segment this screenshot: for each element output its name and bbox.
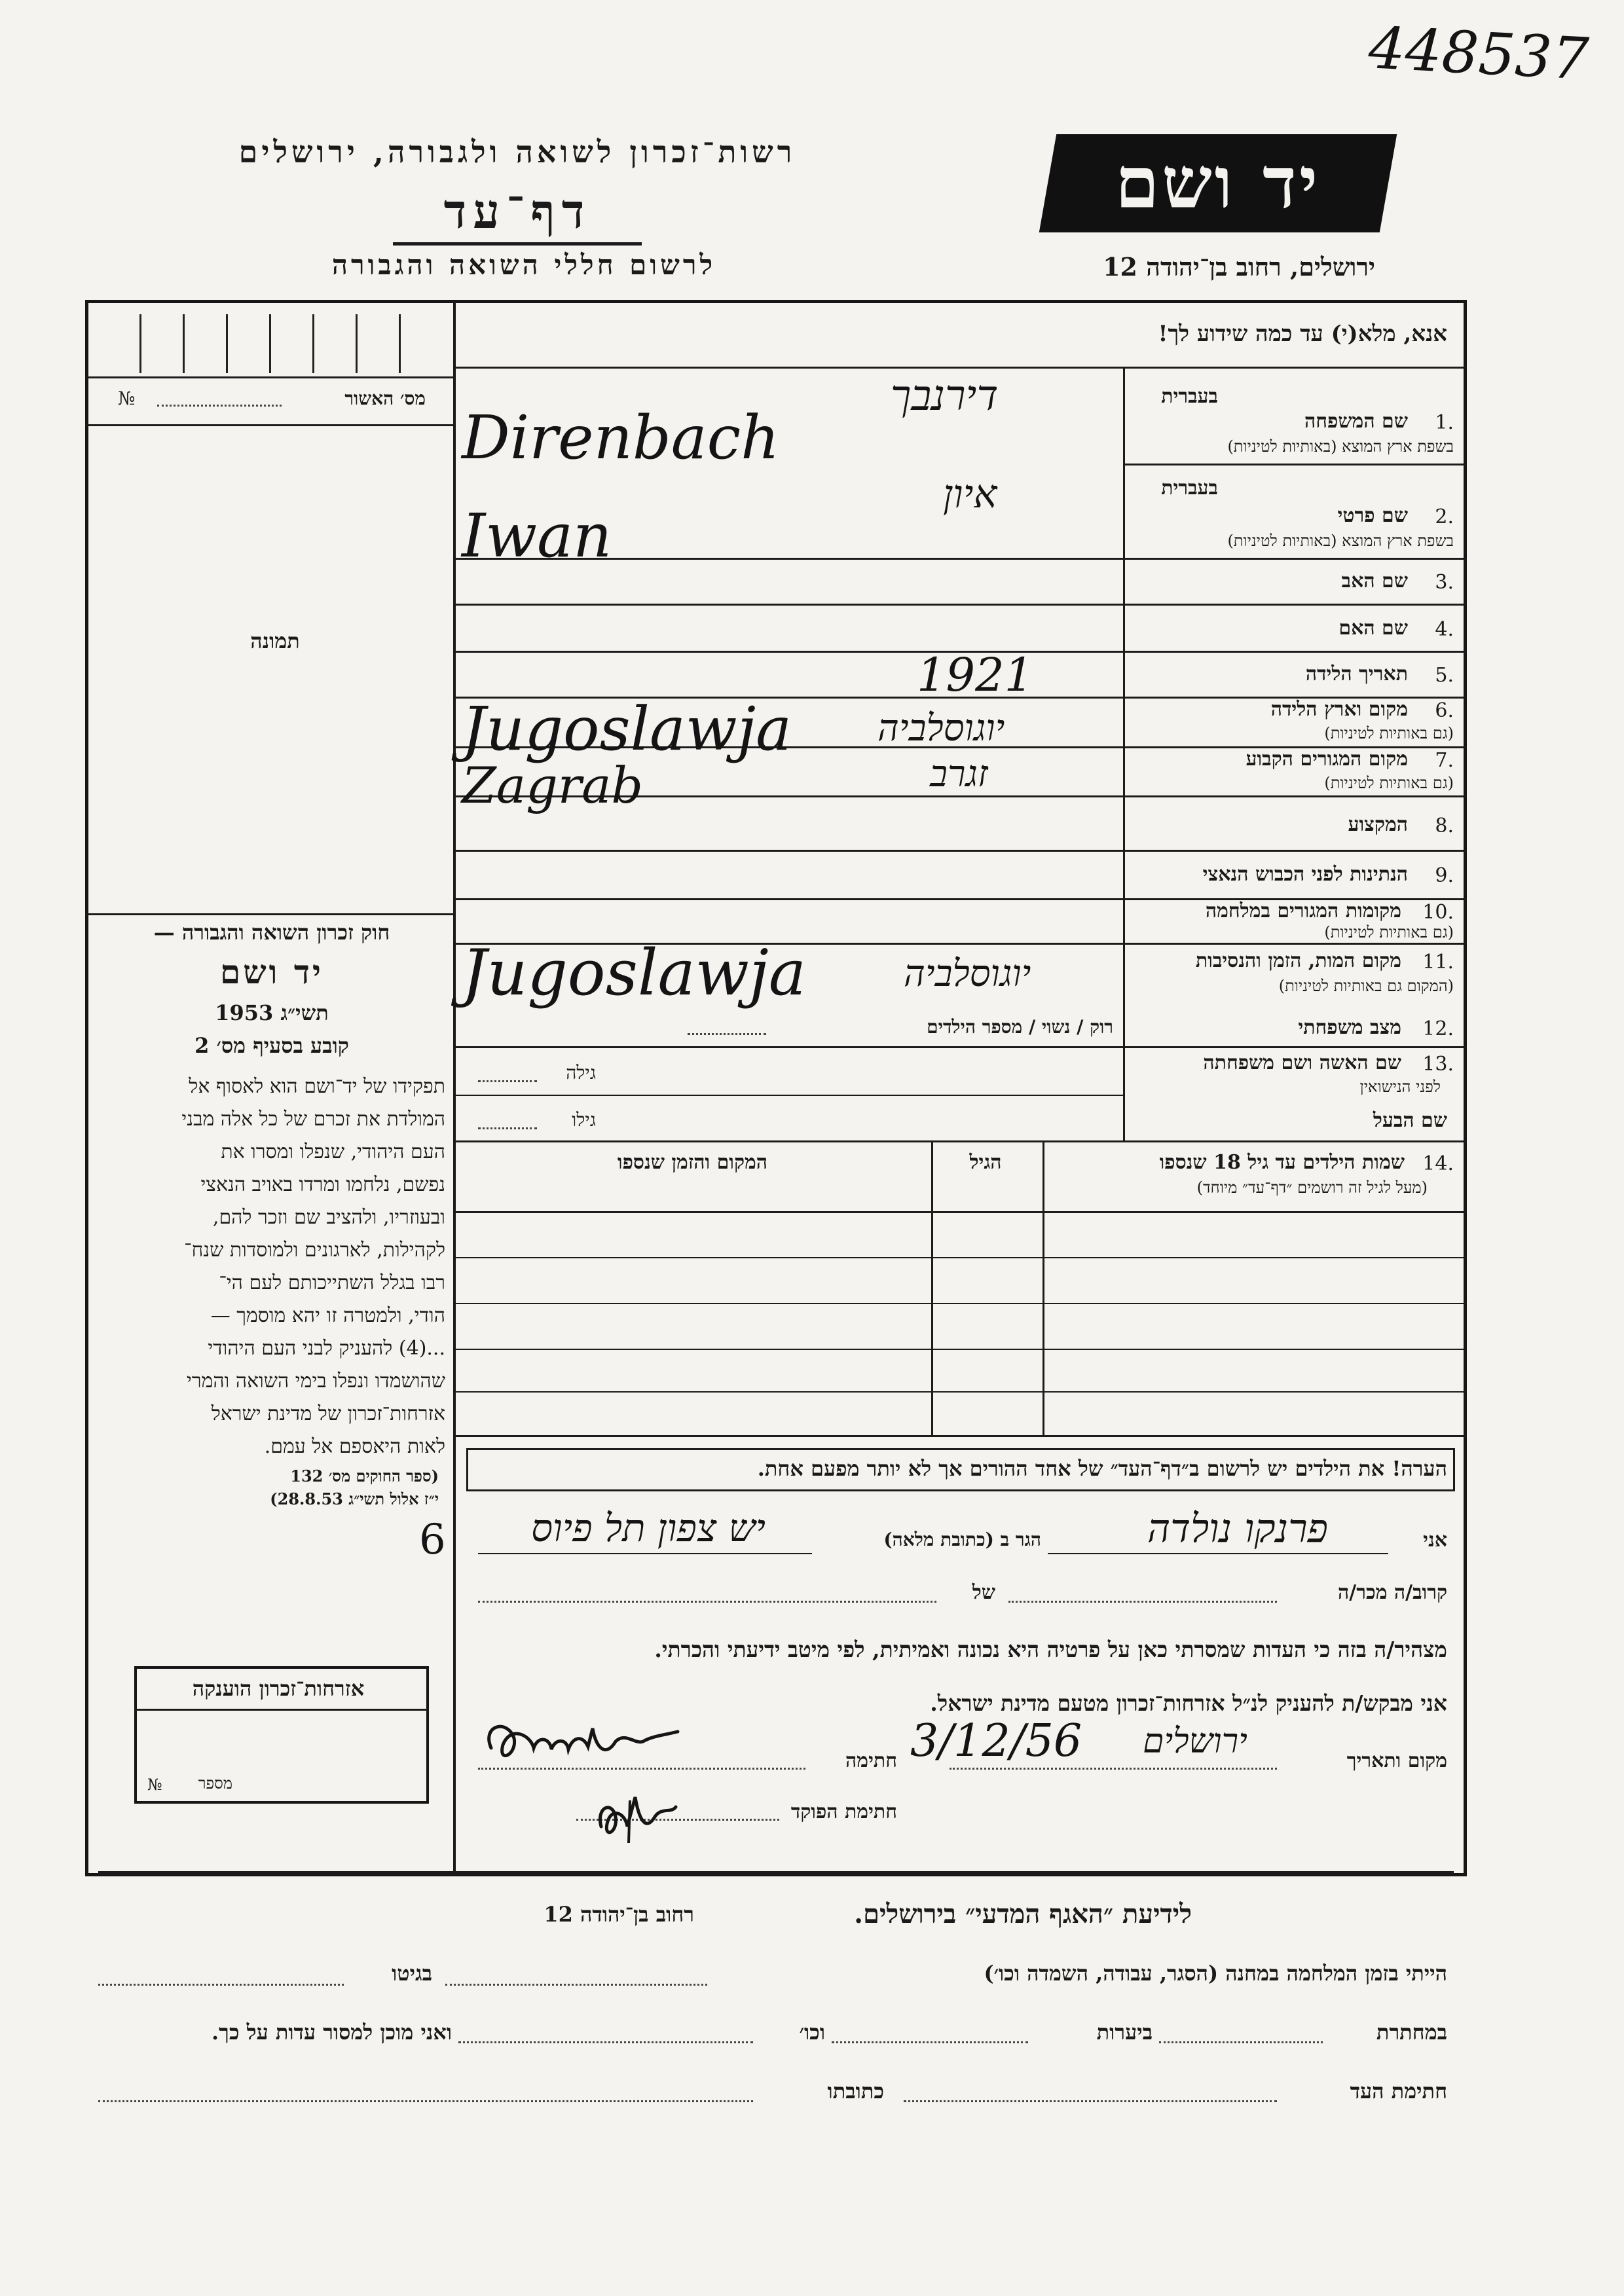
field-3-label: שם האב: [1341, 570, 1408, 592]
field-9-number: 9.: [1435, 864, 1454, 887]
field-10-sub: (גם באותיות לטיניות): [1324, 923, 1454, 941]
ghetto-field[interactable]: [98, 1984, 344, 1986]
law-line: רבו בגלל השתייכותם לעם הי־: [219, 1271, 445, 1294]
field-13-label: שם האשה ושם משפחתה: [1203, 1051, 1401, 1074]
law-line: לאות היאספם אל עמם.: [264, 1435, 445, 1458]
field-11-label: מקום המות, הזמן והנסיבות: [1195, 949, 1401, 972]
witness-address-field[interactable]: [98, 2100, 753, 2102]
law-line: נפשם, נלחמו ומרדו באויב הנאצי: [200, 1173, 445, 1196]
law-section: קובע בסעיף מס׳ 2: [194, 1033, 349, 1058]
relative-field[interactable]: [1008, 1601, 1277, 1603]
form-subtitle: לרשום חללי השואה והגבורה: [331, 249, 716, 281]
certificate-title: אזרחות־זכרון הוענקה: [192, 1676, 365, 1701]
field-2-latin-value[interactable]: Iwan: [462, 501, 612, 571]
stamp-boxes: [98, 314, 442, 373]
request-text: אני מבקש/ת להעניק לנ״ל אזרחות־זכרון מטעם מדינת ישראל.: [930, 1690, 1447, 1716]
field-7-sub: (גם באותיות לטיניות): [1324, 774, 1454, 792]
forests-label: ביערות: [1096, 2020, 1153, 2045]
field-6-sub: (גם באותיות לטיניות): [1324, 724, 1454, 742]
forests-field[interactable]: [832, 2041, 1028, 2043]
field-2-hebrew-value[interactable]: איון: [943, 471, 997, 517]
law-text: [98, 1070, 445, 1463]
place-date-field[interactable]: [950, 1768, 1277, 1770]
law-line: המולדת את זכרם של כל אלה מבני: [181, 1108, 445, 1131]
footer-line-1: הייתי בזמן המלחמה במחנה (הסגר, עבודה, השמדה וכו׳): [984, 1961, 1447, 1986]
law-name: יד ושם: [220, 953, 323, 991]
law-ref-2: י״ז אלול תשי״ג 28.8.53): [270, 1489, 439, 1508]
field-7-label: מקום המגורים הקבוע: [1246, 748, 1408, 771]
field-10-number: 10.: [1422, 901, 1454, 924]
approval-no-field[interactable]: [157, 405, 282, 407]
field-6-label: מקום וארץ הלידה: [1270, 698, 1408, 721]
place-date-label: מקום ותאריך: [1346, 1749, 1447, 1772]
children-age-col: הגיל: [969, 1151, 1002, 1174]
law-line: הודי, ולמטרה זו יהא מוסמך —: [210, 1304, 445, 1327]
field-7-latin-value[interactable]: Zagrab: [462, 756, 644, 814]
field-1-label: שם המשפחה: [1304, 410, 1408, 433]
law-title: חוק זכרון השואה והגבורה —: [153, 920, 390, 945]
field-1-hebrew-hint: בעברית: [1161, 385, 1218, 408]
children-place-col: המקום והזמן שנספו: [617, 1151, 768, 1174]
underground-label: במחתרת: [1376, 2020, 1447, 2045]
field-8-number: 8.: [1435, 814, 1454, 837]
field-11-hebrew-value[interactable]: יוגוסלביה: [904, 953, 1031, 995]
field-13-sub: לפני הנישואין: [1359, 1078, 1441, 1096]
yad-vashem-logo: [1039, 134, 1397, 232]
margin-number: 6: [419, 1516, 446, 1564]
husband-label: שם הבעל: [1373, 1109, 1447, 1132]
underground-field[interactable]: [1159, 2041, 1323, 2043]
field-4-number: 4.: [1435, 618, 1454, 641]
field-6-number: 6.: [1435, 699, 1454, 722]
children-sub: (מעל לגיל זה רושמים ״דף־עד״ מיוחד): [1196, 1178, 1428, 1197]
husband-age-field[interactable]: [478, 1127, 537, 1129]
children-row-line: [453, 1257, 1467, 1258]
address-line: [478, 1553, 812, 1554]
row-line: [453, 850, 1467, 852]
row-line: [1123, 464, 1467, 465]
footer-divider: [98, 1871, 1454, 1875]
law-year: תשי״ג 1953: [215, 1000, 329, 1025]
field-5-label: תאריך הלידה: [1305, 663, 1408, 685]
officer-label: חתימת הפוקד: [790, 1800, 897, 1823]
camp-field[interactable]: [445, 1984, 707, 1986]
form-title: דף־עד: [443, 183, 591, 239]
field-5-value[interactable]: 1921: [917, 648, 1034, 702]
of-label: של: [972, 1581, 995, 1604]
declaration-text: מצהיר/ה בזה כי העדות שמסרתי כאן על פרטיה היא נכונה ואמיתית, לפי מיטב ידיעתי והכרתי.: [654, 1637, 1447, 1662]
field-1-number: 1.: [1435, 411, 1454, 434]
field-13-number: 13.: [1422, 1053, 1454, 1076]
no-symbol: №: [118, 388, 136, 409]
officer-signature: [589, 1781, 694, 1853]
children-header-line: [453, 1211, 1467, 1213]
children-row-line: [453, 1391, 1467, 1393]
field-7-hebrew-value[interactable]: זגרב: [930, 753, 988, 795]
field-12-children-field[interactable]: [688, 1033, 766, 1035]
photo-area-bottom: [85, 913, 453, 915]
left-panel-divider: [453, 301, 456, 1876]
ghetto-label: בגיטו: [392, 1961, 432, 1986]
photo-label: תמונה: [250, 629, 300, 653]
place-value[interactable]: ירושלים: [1143, 1722, 1247, 1761]
ani-label: אני: [1423, 1529, 1447, 1552]
field-2-sub: בשפת ארץ המוצא (באותיות לטיניות): [1227, 532, 1454, 550]
certificate-no-symbol: №: [147, 1776, 162, 1794]
law-ref-1: (ספר החוקים מס׳ 132: [290, 1467, 439, 1485]
wife-age-label: גילה: [566, 1062, 596, 1084]
footer-address: רחוב בן־יהודה 12: [544, 1902, 694, 1927]
field-1-sub: בשפת ארץ המוצא (באותיות לטיניות): [1227, 437, 1454, 456]
form-intro: אנא, מלא(י) עד כמה שידוע לך!: [1158, 321, 1447, 347]
institution-title: רשות־זכרון לשואה ולגבורה, ירושלים: [238, 134, 796, 170]
field-12-options: רוק / נשוי / מספר הילדים: [927, 1016, 1113, 1038]
signature-label: חתימה: [845, 1749, 897, 1772]
resides-label: הגר ב (כתובת מלאה): [883, 1529, 1041, 1550]
law-line: שהושמדו ונפלו בימי השואה והמרי: [186, 1370, 445, 1393]
field-1-latin-value[interactable]: Direnbach: [462, 403, 780, 473]
field-10-label: מקומות המגורים במלחמה: [1205, 900, 1401, 922]
law-line: ...(4) להעניק לבני העם היהודי: [208, 1337, 445, 1360]
label-column-divider: [1123, 368, 1125, 1140]
field-2-label: שם פרטי: [1337, 504, 1408, 527]
field-6-hebrew-value[interactable]: יוגוסלביה: [877, 707, 1005, 750]
witness-signature-field[interactable]: [904, 2100, 1277, 2102]
of-field[interactable]: [478, 1601, 936, 1603]
law-line: לקהילות, לארגונים ולמוסדות שנח־: [184, 1239, 445, 1262]
children-number: 14.: [1422, 1152, 1454, 1175]
stamp-row-line: [85, 376, 453, 378]
field-11-latin-value[interactable]: Jugoslawja: [462, 936, 806, 1010]
logo-text: יד ושם: [1115, 141, 1321, 225]
law-line: אזרחות־זכרון של מדינת ישראל: [211, 1402, 445, 1425]
husband-age-label: גילו: [572, 1109, 596, 1131]
field-2-number: 2.: [1435, 505, 1454, 528]
etc-field[interactable]: [458, 2041, 753, 2043]
field-11-number: 11.: [1422, 951, 1454, 974]
footer-title: לידיעת ״האגף המדעי״ בירושלים.: [854, 1899, 1192, 1929]
relative-label: קרוב/ה מכר/ה: [1338, 1581, 1447, 1604]
field-11-sub: (המקום גם באותיות לטיניות): [1278, 977, 1454, 995]
law-line: העם היהודי, שנפלו ומסרו את: [221, 1140, 445, 1163]
law-line: ובעוזריו, ולהציב שם וזכר להם,: [212, 1206, 445, 1229]
certificate-number-label: מספר: [198, 1774, 232, 1793]
declarant-name[interactable]: פרנקו נולדה: [1147, 1506, 1328, 1552]
field-12-number: 12.: [1422, 1017, 1454, 1040]
approval-no-label: מס׳ האשור: [344, 388, 426, 409]
archive-number: 448537: [1367, 14, 1591, 93]
intro-line: [453, 367, 1467, 369]
field-3-number: 3.: [1435, 571, 1454, 594]
children-row-line: [453, 1303, 1467, 1304]
witness-signature-label: חתימת העד: [1350, 2079, 1447, 2104]
children-header: שמות הילדים עד גיל 18 שנספו: [1159, 1151, 1405, 1174]
law-line: תפקידו של יד־ושם הוא לאסוף אל: [189, 1075, 445, 1098]
title-underline: [393, 242, 642, 246]
children-row-line: [453, 1349, 1467, 1350]
field-7-number: 7.: [1435, 749, 1454, 772]
declarant-address[interactable]: יש צפון תל פיוס: [531, 1506, 766, 1550]
witness-address-label: כתובתו: [827, 2079, 884, 2104]
row-line: [453, 604, 1467, 606]
row-line: [453, 1046, 1467, 1048]
date-value[interactable]: 3/12/56: [910, 1715, 1082, 1767]
row-line: [453, 1140, 1467, 1142]
name-line: [1048, 1553, 1388, 1554]
field-8-label: המקצוע: [1348, 813, 1408, 836]
children-bottom-line: [453, 1435, 1467, 1437]
wife-age-field[interactable]: [478, 1080, 537, 1082]
ready-text: ואני מוכן למסור עדות על כך.: [211, 2020, 452, 2045]
field-6-latin-value[interactable]: Jugoslawja: [462, 694, 792, 764]
declarant-signature: [478, 1709, 694, 1781]
row-line: [453, 1095, 1123, 1096]
field-12-label: מצב משפחתי: [1298, 1016, 1401, 1039]
approval-row-line: [85, 424, 453, 426]
field-2-hebrew-hint: בעברית: [1161, 477, 1218, 500]
etc-label: וכו׳: [799, 2020, 825, 2045]
field-5-number: 5.: [1435, 664, 1454, 687]
field-1-hebrew-value[interactable]: דירנבך: [891, 372, 999, 420]
field-9-label: הנתינות לפני הכבוש הנאצי: [1202, 863, 1408, 886]
field-4-label: שם האם: [1338, 617, 1408, 640]
note-text: הערה! את הילדים יש לרשום ב״דף־העד״ של אחד ההורים אך לא יותר מפעם אחת.: [757, 1456, 1447, 1481]
header-address: ירושלים, רחוב בן־יהודה 12: [1103, 252, 1375, 282]
certificate-title-line: [134, 1709, 429, 1711]
